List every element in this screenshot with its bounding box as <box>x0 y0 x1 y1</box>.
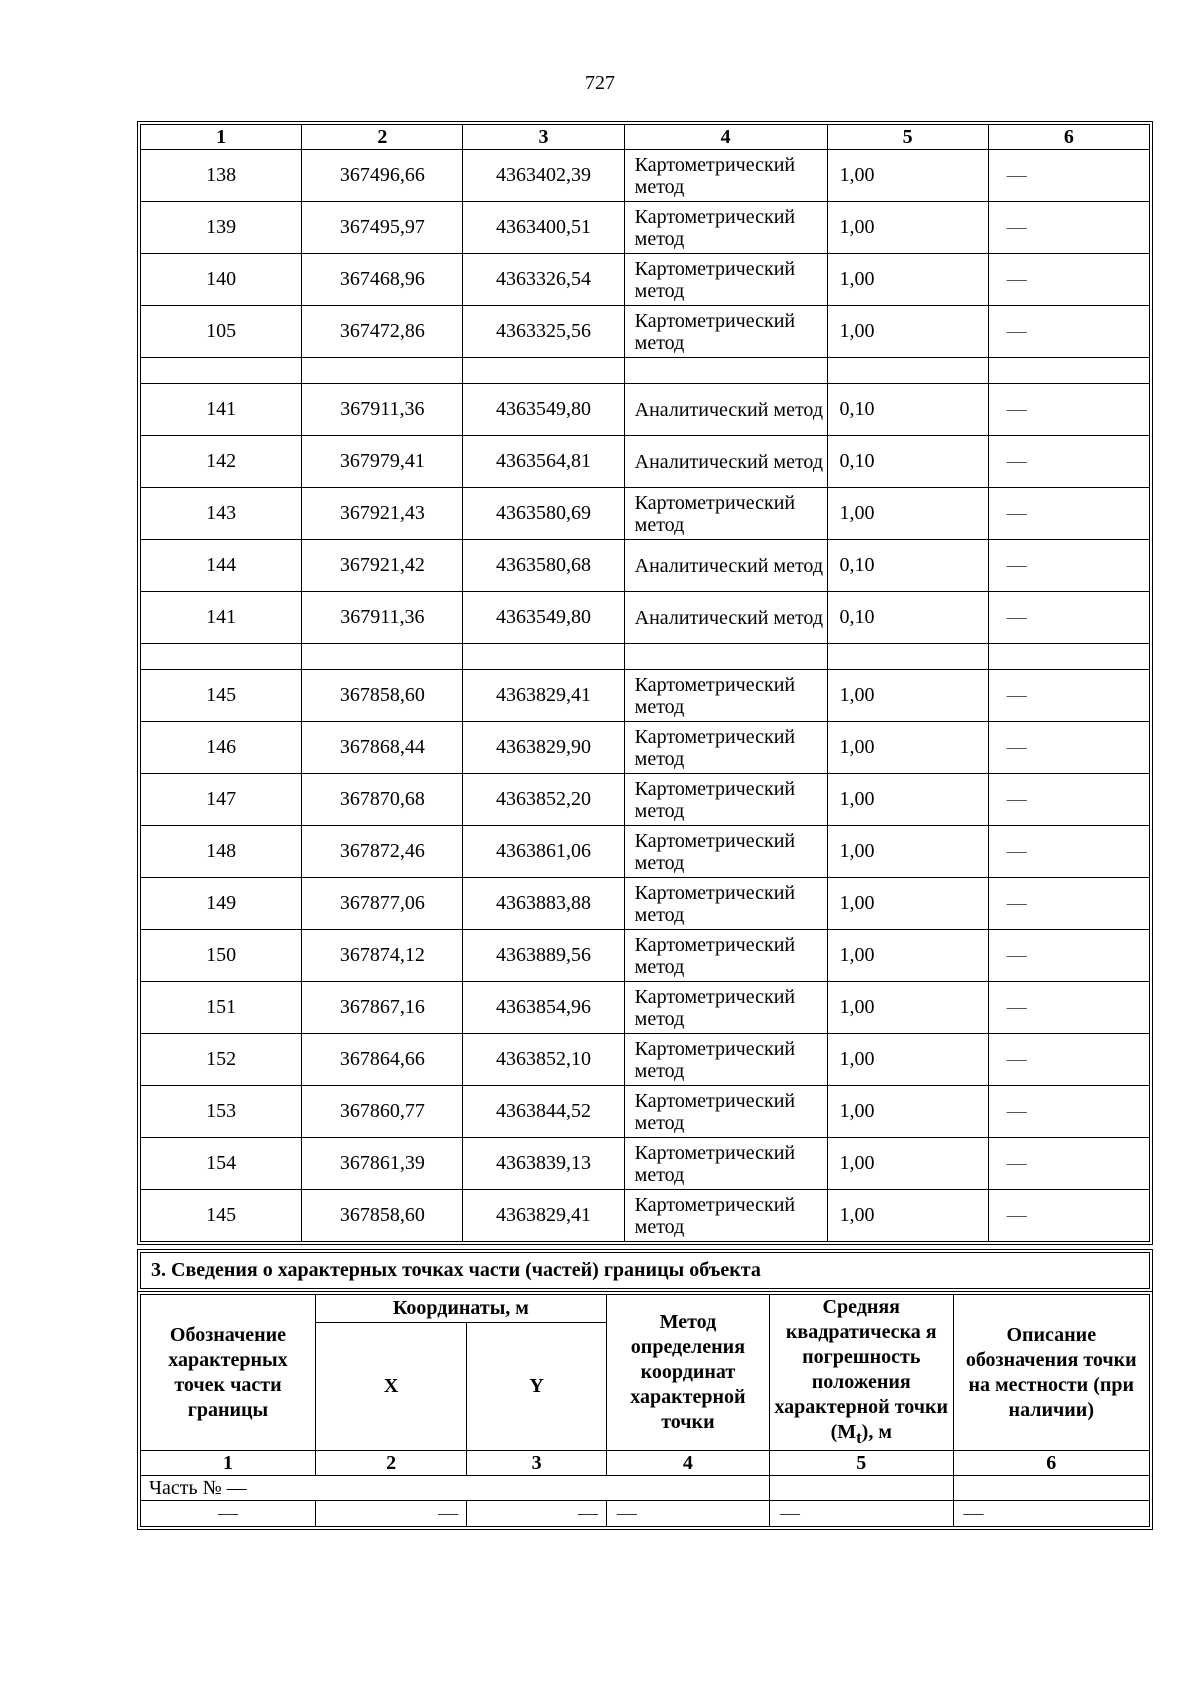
point-number-cell: 150 <box>141 930 302 982</box>
description-cell: — <box>988 436 1149 488</box>
x-coordinate-cell: 367921,42 <box>302 540 463 592</box>
point-number-cell: 141 <box>141 384 302 436</box>
x-coordinate-cell: 367861,39 <box>302 1138 463 1190</box>
error-cell: 1,00 <box>827 150 988 202</box>
method-cell <box>624 358 827 384</box>
table-row <box>141 1034 1150 1086</box>
error-cell: 0,10 <box>827 384 988 436</box>
table-row <box>141 384 1150 436</box>
y-coordinate-cell <box>463 644 624 670</box>
error-cell: 1,00 <box>827 878 988 930</box>
x-coordinate-cell: 367496,66 <box>302 150 463 202</box>
table-row <box>141 1138 1150 1190</box>
description-cell <box>988 644 1149 670</box>
description-cell <box>988 358 1149 384</box>
header-y: Y <box>467 1323 607 1451</box>
spacer-row <box>141 644 1150 670</box>
error-cell: 1,00 <box>827 722 988 774</box>
column-number: 3 <box>463 125 624 150</box>
y-coordinate-cell: 4363549,80 <box>463 592 624 644</box>
description-cell: — <box>988 540 1149 592</box>
error-cell: 0,10 <box>827 540 988 592</box>
empty-data-row <box>141 1501 1150 1527</box>
column-number: 5 <box>827 125 988 150</box>
header-point-description: Описание обозначения точки на местности (при наличии) <box>953 1295 1149 1451</box>
x-coordinate-cell: 367877,06 <box>302 878 463 930</box>
x-coordinate-cell: 367874,12 <box>302 930 463 982</box>
table-row <box>141 670 1150 722</box>
y-coordinate-cell: 4363580,69 <box>463 488 624 540</box>
spacer-row <box>141 358 1150 384</box>
y-coordinate-cell: 4363839,13 <box>463 1138 624 1190</box>
method-cell: Картометрический метод <box>624 722 827 774</box>
column-number: 4 <box>624 125 827 150</box>
error-cell: 1,00 <box>827 1034 988 1086</box>
table-row <box>141 540 1150 592</box>
y-coordinate-cell: 4363580,68 <box>463 540 624 592</box>
header-method: Метод определения координат характерной точки <box>606 1295 769 1451</box>
y-coordinate-cell: 4363852,10 <box>463 1034 624 1086</box>
method-cell: Картометрический метод <box>624 1086 827 1138</box>
point-number-cell: 148 <box>141 826 302 878</box>
description-cell: — <box>988 774 1149 826</box>
point-number-cell: 141 <box>141 592 302 644</box>
x-coordinate-cell: 367870,68 <box>302 774 463 826</box>
error-cell: 1,00 <box>827 202 988 254</box>
point-number-cell: 139 <box>141 202 302 254</box>
y-coordinate-cell: 4363861,06 <box>463 826 624 878</box>
point-number-cell: 144 <box>141 540 302 592</box>
x-coordinate-cell: 367911,36 <box>302 384 463 436</box>
method-cell: Картометрический метод <box>624 670 827 722</box>
method-cell: Картометрический метод <box>624 982 827 1034</box>
error-cell: 1,00 <box>827 1138 988 1190</box>
error-cell: 1,00 <box>827 254 988 306</box>
description-cell: — <box>988 306 1149 358</box>
table-row <box>141 306 1150 358</box>
description-cell: — <box>988 202 1149 254</box>
x-coordinate-cell: 367472,86 <box>302 306 463 358</box>
method-cell: Картометрический метод <box>624 826 827 878</box>
description-cell: — <box>988 150 1149 202</box>
description-cell: — <box>988 384 1149 436</box>
y-coordinate-cell: 4363564,81 <box>463 436 624 488</box>
point-number-cell: 151 <box>141 982 302 1034</box>
y-coordinate-cell <box>463 358 624 384</box>
y-coordinate-cell: 4363852,20 <box>463 774 624 826</box>
section-3-title: 3. Сведения о характерных точках части (частей) границы объекта <box>140 1252 1150 1289</box>
method-cell: Картометрический метод <box>624 306 827 358</box>
x-coordinate-cell: 367495,97 <box>302 202 463 254</box>
method-cell: Картометрический метод <box>624 1034 827 1086</box>
dash-cell: — <box>315 1501 466 1527</box>
column-number: 2 <box>315 1451 466 1476</box>
method-cell: Картометрический метод <box>624 1138 827 1190</box>
point-number-cell: 154 <box>141 1138 302 1190</box>
error-cell: 1,00 <box>827 826 988 878</box>
column-number: 6 <box>953 1451 1149 1476</box>
column-number: 4 <box>606 1451 769 1476</box>
point-number-cell: 145 <box>141 1190 302 1242</box>
table-row <box>141 878 1150 930</box>
point-number-cell: 146 <box>141 722 302 774</box>
column-number: 3 <box>467 1451 607 1476</box>
method-cell: Аналитический метод <box>624 540 827 592</box>
dash-cell: — <box>769 1501 953 1527</box>
method-cell: Картометрический метод <box>624 488 827 540</box>
y-coordinate-cell: 4363325,56 <box>463 306 624 358</box>
error-cell: 0,10 <box>827 436 988 488</box>
x-coordinate-cell: 367468,96 <box>302 254 463 306</box>
column-number: 1 <box>141 125 302 150</box>
y-coordinate-cell: 4363549,80 <box>463 384 624 436</box>
table-row <box>141 982 1150 1034</box>
part-row <box>141 1476 1150 1501</box>
x-coordinate-cell: 367864,66 <box>302 1034 463 1086</box>
x-coordinate-cell <box>302 358 463 384</box>
description-cell: — <box>988 722 1149 774</box>
header-error-tail: ), м <box>861 1421 892 1443</box>
x-coordinate-cell: 367979,41 <box>302 436 463 488</box>
error-cell: 1,00 <box>827 488 988 540</box>
part-empty-cell <box>953 1476 1149 1501</box>
error-cell: 1,00 <box>827 774 988 826</box>
description-cell: — <box>988 488 1149 540</box>
method-cell: Картометрический метод <box>624 150 827 202</box>
point-number-cell: 140 <box>141 254 302 306</box>
y-coordinate-cell: 4363883,88 <box>463 878 624 930</box>
description-cell: — <box>988 592 1149 644</box>
description-cell: — <box>988 1138 1149 1190</box>
x-coordinate-cell: 367911,36 <box>302 592 463 644</box>
column-number-row <box>141 1451 1150 1476</box>
dash-cell: — <box>953 1501 1149 1527</box>
point-number-cell: 152 <box>141 1034 302 1086</box>
x-coordinate-cell: 367867,16 <box>302 982 463 1034</box>
header-error-subscript: t <box>856 1428 862 1447</box>
method-cell: Картометрический метод <box>624 930 827 982</box>
x-coordinate-cell: 367872,46 <box>302 826 463 878</box>
header-row <box>141 1295 1150 1323</box>
table-row <box>141 930 1150 982</box>
description-cell: — <box>988 1190 1149 1242</box>
coordinates-table-body <box>141 150 1150 1242</box>
part-boundary-points-table <box>140 1294 1150 1527</box>
x-coordinate-cell: 367868,44 <box>302 722 463 774</box>
error-cell: 1,00 <box>827 1190 988 1242</box>
method-cell: Картометрический метод <box>624 1190 827 1242</box>
table-row <box>141 592 1150 644</box>
error-cell: 1,00 <box>827 670 988 722</box>
table-row <box>141 1190 1150 1242</box>
method-cell: Аналитический метод <box>624 384 827 436</box>
part-empty-cell <box>769 1476 953 1501</box>
point-number-cell: 105 <box>141 306 302 358</box>
y-coordinate-cell: 4363844,52 <box>463 1086 624 1138</box>
header-mean-square-error <box>769 1295 953 1451</box>
column-number: 2 <box>302 125 463 150</box>
error-cell: 1,00 <box>827 982 988 1034</box>
table-row <box>141 202 1150 254</box>
description-cell: — <box>988 930 1149 982</box>
table-row <box>141 488 1150 540</box>
description-cell: — <box>988 254 1149 306</box>
y-coordinate-cell: 4363829,90 <box>463 722 624 774</box>
y-coordinate-cell: 4363854,96 <box>463 982 624 1034</box>
method-cell: Картометрический метод <box>624 254 827 306</box>
method-cell: Картометрический метод <box>624 878 827 930</box>
point-number-cell <box>141 358 302 384</box>
column-number-row <box>141 125 1150 150</box>
method-cell: Аналитический метод <box>624 436 827 488</box>
dash-cell: — <box>467 1501 607 1527</box>
description-cell: — <box>988 1086 1149 1138</box>
error-cell <box>827 358 988 384</box>
column-number: 1 <box>141 1451 316 1476</box>
page-number: 727 <box>585 72 615 94</box>
header-point-designation: Обозначение характерных точек части границы <box>141 1295 316 1451</box>
point-number-cell: 142 <box>141 436 302 488</box>
column-number: 6 <box>988 125 1149 150</box>
x-coordinate-cell: 367860,77 <box>302 1086 463 1138</box>
x-coordinate-cell: 367858,60 <box>302 670 463 722</box>
header-error-text: Средняя квадратическа я погрешность положения характерной точки (M <box>774 1296 949 1443</box>
y-coordinate-cell: 4363889,56 <box>463 930 624 982</box>
x-coordinate-cell <box>302 644 463 670</box>
part-label: Часть № — <box>141 1476 770 1501</box>
table-row <box>141 1086 1150 1138</box>
header-coordinates: Координаты, м <box>315 1295 606 1323</box>
y-coordinate-cell: 4363829,41 <box>463 670 624 722</box>
table-row <box>141 254 1150 306</box>
table-row <box>141 436 1150 488</box>
description-cell: — <box>988 878 1149 930</box>
y-coordinate-cell: 4363829,41 <box>463 1190 624 1242</box>
description-cell: — <box>988 1034 1149 1086</box>
table-row <box>141 774 1150 826</box>
method-cell: Картометрический метод <box>624 202 827 254</box>
dash-cell: — <box>141 1501 316 1527</box>
point-number-cell: 149 <box>141 878 302 930</box>
method-cell <box>624 644 827 670</box>
y-coordinate-cell: 4363326,54 <box>463 254 624 306</box>
column-number: 5 <box>769 1451 953 1476</box>
point-number-cell <box>141 644 302 670</box>
dash-cell: — <box>606 1501 769 1527</box>
x-coordinate-cell: 367858,60 <box>302 1190 463 1242</box>
point-number-cell: 153 <box>141 1086 302 1138</box>
table-row <box>141 826 1150 878</box>
method-cell: Картометрический метод <box>624 774 827 826</box>
x-coordinate-cell: 367921,43 <box>302 488 463 540</box>
description-cell: — <box>988 670 1149 722</box>
coordinates-table <box>140 124 1150 1242</box>
error-cell: 1,00 <box>827 1086 988 1138</box>
point-number-cell: 138 <box>141 150 302 202</box>
y-coordinate-cell: 4363400,51 <box>463 202 624 254</box>
point-number-cell: 145 <box>141 670 302 722</box>
table-row <box>141 722 1150 774</box>
point-number-cell: 147 <box>141 774 302 826</box>
description-cell: — <box>988 982 1149 1034</box>
error-cell: 0,10 <box>827 592 988 644</box>
header-x: X <box>315 1323 466 1451</box>
description-cell: — <box>988 826 1149 878</box>
method-cell: Аналитический метод <box>624 592 827 644</box>
error-cell: 1,00 <box>827 930 988 982</box>
error-cell <box>827 644 988 670</box>
table-row <box>141 150 1150 202</box>
y-coordinate-cell: 4363402,39 <box>463 150 624 202</box>
point-number-cell: 143 <box>141 488 302 540</box>
error-cell: 1,00 <box>827 306 988 358</box>
